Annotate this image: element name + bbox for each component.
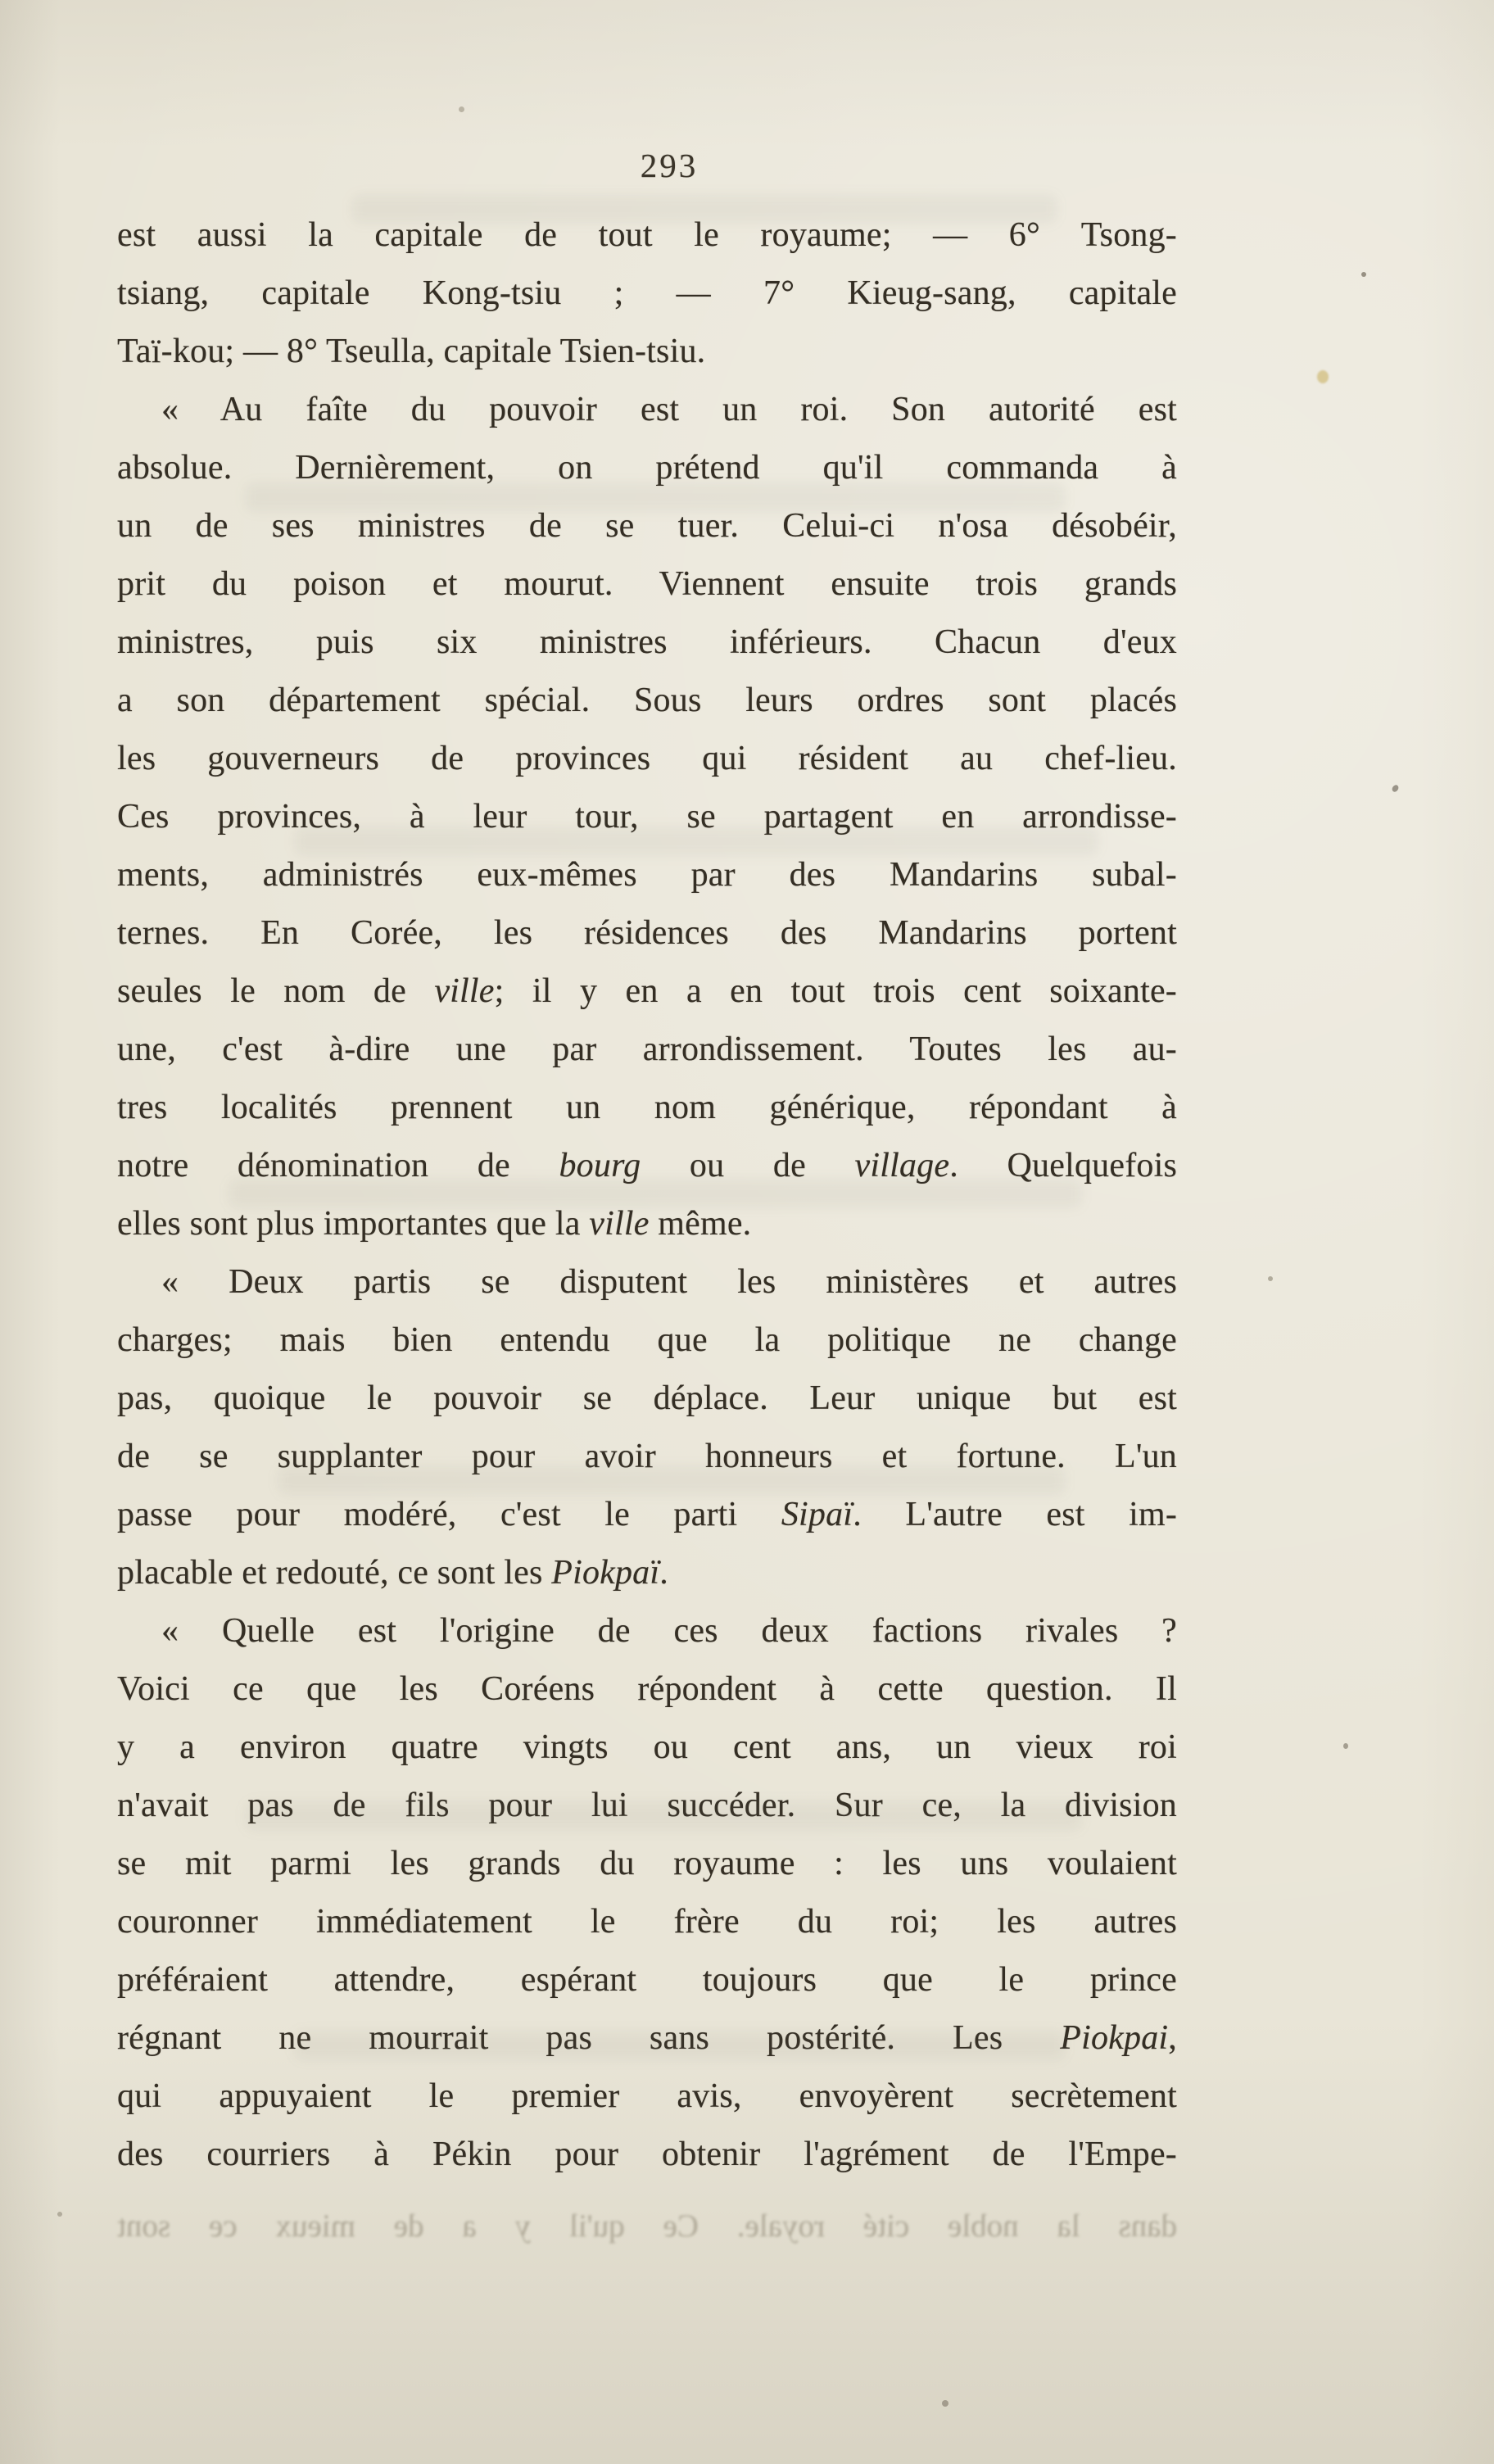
page-number: 293 bbox=[640, 147, 699, 184]
text-line: elles sont plus importantes que la ville même. bbox=[117, 1205, 752, 1243]
text-line: qui appuyaient le premier avis, envoyèrent secrètement bbox=[117, 2077, 1177, 2115]
text-line: une, c'est à-dire une par arrondissement. Toutes les au- bbox=[117, 1030, 1177, 1068]
text-line: pas, quoique le pouvoir se déplace. Leur unique but est bbox=[117, 1379, 1177, 1417]
text-line: un de ses ministres de se tuer. Celui-ci n'osa désobéir, bbox=[117, 507, 1177, 545]
paper-speck bbox=[1317, 370, 1329, 383]
paper-speck bbox=[1361, 272, 1366, 277]
text-line: Ces provinces, à leur tour, se partagent en arrondisse- bbox=[117, 798, 1177, 836]
text-line: ternes. En Corée, les résidences des Mandarins portent bbox=[117, 914, 1177, 952]
bleedthrough-patch bbox=[352, 195, 1057, 223]
paper-speck bbox=[1391, 784, 1400, 793]
text-line: notre dénomination de bourg ou de village. Quelquefois bbox=[117, 1147, 1177, 1184]
text-line: « Au faîte du pouvoir est un roi. Son autorité est bbox=[161, 391, 1177, 428]
paper-speck bbox=[1343, 1743, 1348, 1749]
paper-speck bbox=[1268, 1276, 1273, 1281]
text-line: couronner immédiatement le frère du roi; les autres bbox=[117, 1903, 1177, 1941]
bleedthrough-patch bbox=[295, 827, 1098, 855]
text-line: « Quelle est l'origine de ces deux factions rivales ? bbox=[161, 1612, 1177, 1650]
text-line: de se supplanter pour avoir honneurs et fortune. L'un bbox=[117, 1438, 1177, 1475]
text-line: Taï-kou; — 8° Tseulla, capitale Tsien-tsiu. bbox=[117, 333, 706, 370]
text-line: « Deux partis se disputent les ministères et autres bbox=[161, 1263, 1177, 1301]
text-line: tres localités prennent un nom générique, répondant à bbox=[117, 1089, 1177, 1126]
text-line: tsiang, capitale Kong-tsiu ; — 7° Kieug-sang, capitale bbox=[117, 274, 1177, 312]
text-line: ments, administrés eux-mêmes par des Mandarins subal- bbox=[117, 856, 1177, 894]
bleedthrough-patch bbox=[278, 1466, 1065, 1494]
text-line: Voici ce que les Coréens répondent à cette question. Il bbox=[117, 1670, 1177, 1708]
text-line: ministres, puis six ministres inférieurs. Chacun d'eux bbox=[117, 623, 1177, 661]
text-line: y a environ quatre vingts ou cent ans, un vieux roi bbox=[117, 1728, 1177, 1766]
text-line: charges; mais bien entendu que la politique ne change bbox=[117, 1321, 1177, 1359]
text-line: passe pour modéré, c'est le parti Sipaï. L'autre est im- bbox=[117, 1496, 1177, 1533]
text-line: prit du poison et mourut. Viennent ensuite trois grands bbox=[117, 565, 1177, 603]
bleedthrough-patch bbox=[229, 1180, 1081, 1207]
paper-speck bbox=[459, 106, 464, 112]
text-line: seules le nom de ville; il y en a en tout trois cent soixante- bbox=[117, 972, 1177, 1010]
text-line: les gouverneurs de provinces qui résident au chef-lieu. bbox=[117, 740, 1177, 777]
text-line: préféraient attendre, espérant toujours que le prince bbox=[117, 1961, 1177, 1999]
text-line: se mit parmi les grands du royaume : les uns voulaient bbox=[117, 1845, 1177, 1882]
bleedthrough-patch bbox=[246, 1802, 1081, 1830]
text-line: a son département spécial. Sous leurs ordres sont placés bbox=[117, 682, 1177, 719]
bleedthrough-text: dans la noble cité royale. Ce qu'il y a de mieux ce sont bbox=[117, 2208, 1177, 2244]
text-line: n'avait pas de fils pour lui succéder. Sur ce, la division bbox=[117, 1787, 1177, 1824]
text-line: placable et redouté, ce sont les Piokpaï. bbox=[117, 1554, 668, 1592]
bleedthrough-patch bbox=[295, 2031, 1065, 2059]
bleedthrough-patch bbox=[246, 483, 1065, 511]
text-line: est aussi la capitale de tout le royaume; — 6° Tsong- bbox=[117, 216, 1177, 254]
paper-speck bbox=[57, 2212, 62, 2217]
paper-speck bbox=[942, 2400, 948, 2407]
text-line: régnant ne mourrait pas sans postérité. Les Piokpai, bbox=[117, 2019, 1177, 2057]
text-line: des courriers à Pékin pour obtenir l'agrément de l'Empe- bbox=[117, 2136, 1177, 2173]
text-line: absolue. Dernièrement, on prétend qu'il commanda à bbox=[117, 449, 1177, 487]
